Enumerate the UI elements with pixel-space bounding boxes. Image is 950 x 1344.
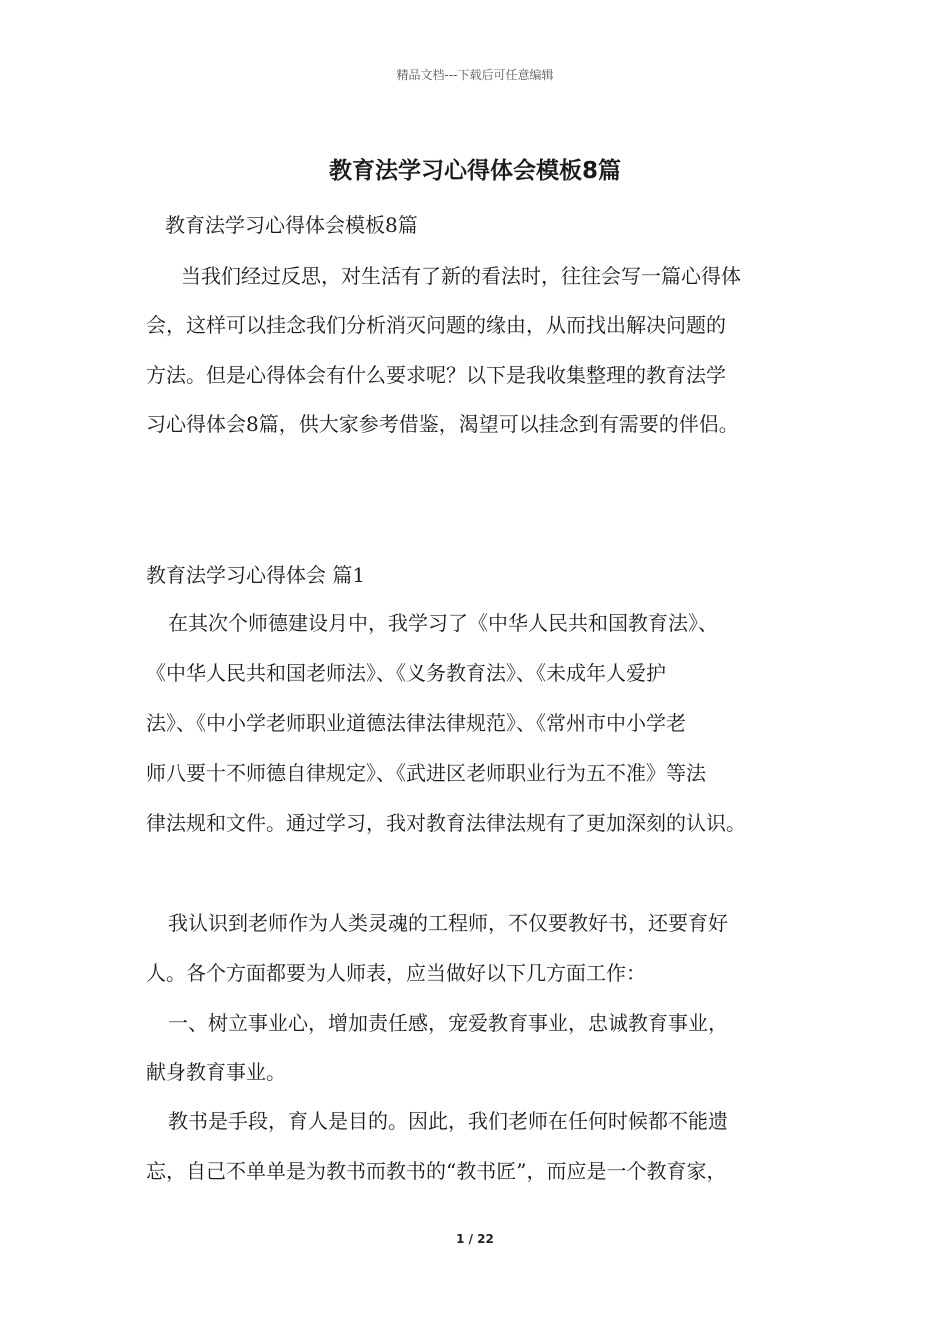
paragraph-line: 一、树立事业心，增加责任感，宠爱教育事业，忠诚教育事业，	[168, 1011, 728, 1035]
intro-line: 方法。但是心得体会有什么要求呢？以下是我收集整理的教育法学	[146, 363, 726, 387]
paragraph-line: 师八要十不师德自律规定》、《武进区老师职业行为五不准》等法	[146, 761, 706, 785]
page-header: 精品文档---下载后可任意编辑	[396, 68, 554, 82]
paragraph-line: 献身教育事业。	[146, 1060, 286, 1084]
section-heading: 教育法学习心得体会 篇1	[146, 563, 366, 587]
paragraph-line: 人。各个方面都要为人师表，应当做好以下几方面工作：	[146, 961, 646, 985]
intro-line: 习心得体会8篇，供大家参考借鉴，渴望可以挂念到有需要的伴侣。	[146, 412, 739, 436]
paragraph-line: 《中华人民共和国老师法》、《义务教育法》、《未成年人爱护	[146, 661, 666, 685]
paragraph-line: 在其次个师德建设月中，我学习了《中华人民共和国教育法》、	[168, 611, 718, 635]
page-number: 1 / 22	[456, 1232, 494, 1246]
paragraph-line: 忘，自己不单单是为教书而教书的“教书匠”，而应是一个教育家，	[146, 1159, 727, 1183]
document-subtitle: 教育法学习心得体会模板8篇	[165, 213, 418, 237]
paragraph-line: 我认识到老师作为人类灵魂的工程师，不仅要教好书，还要育好	[168, 911, 728, 935]
intro-line: 当我们经过反思，对生活有了新的看法时，往往会写一篇心得体	[181, 264, 741, 288]
paragraph-line: 律法规和文件。通过学习，我对教育法律法规有了更加深刻的认识。	[146, 811, 746, 835]
intro-line: 会，这样可以挂念我们分析消灭问题的缘由，从而找出解决问题的	[146, 313, 726, 337]
paragraph-line: 法》、《中小学老师职业道德法律法律规范》、《常州市中小学老	[146, 711, 686, 735]
paragraph-line: 教书是手段，育人是目的。因此，我们老师在任何时候都不能遗	[168, 1109, 728, 1133]
document-title: 教育法学习心得体会模板8篇	[328, 158, 621, 184]
